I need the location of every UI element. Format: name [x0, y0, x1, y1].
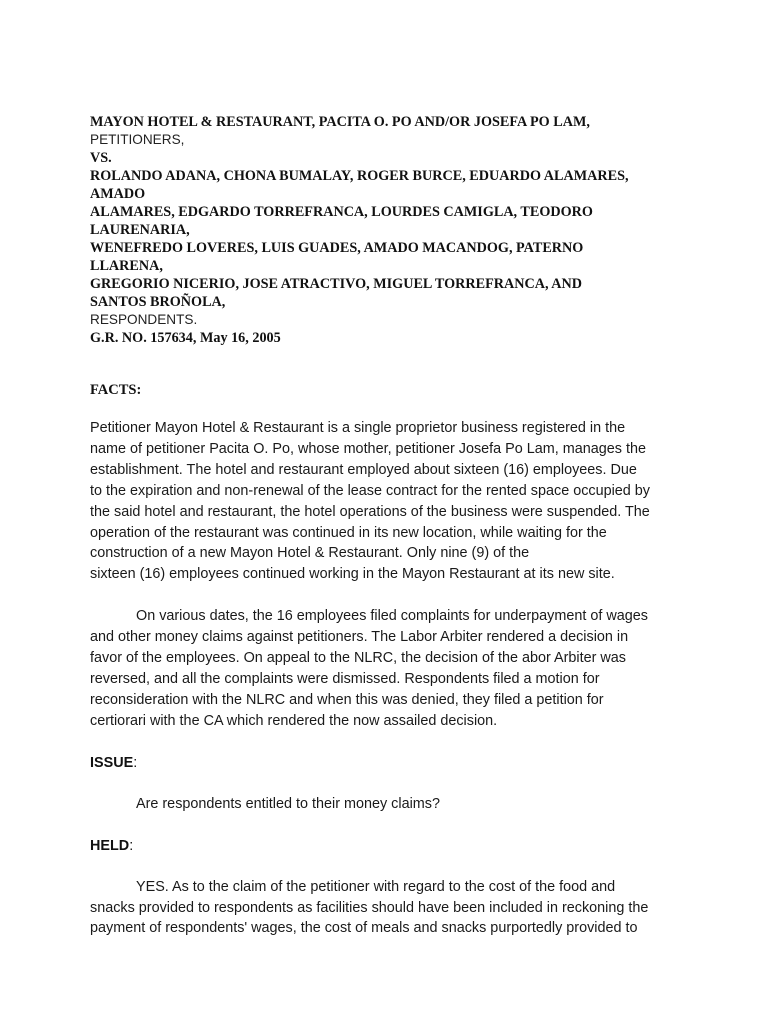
text-line: payment of respondents' wages, the cost of meals and snacks purportedly provided to	[90, 920, 638, 937]
respondent-line: GREGORIO NICERIO, JOSE ATRACTIVO, MIGUEL TORREFRANCA, AND	[90, 276, 583, 292]
text-line: the said hotel and restaurant, the hotel operations of the business were suspended. The	[90, 503, 650, 520]
respondent-line: LLARENA,	[90, 258, 163, 274]
case-caption	[90, 113, 682, 347]
petitioner-names: MAYON HOTEL & RESTAURANT, PACITA O. PO AND/OR JOSEFA PO LAM,	[90, 114, 590, 130]
respondent-line: LAURENARIA,	[90, 222, 190, 238]
text-line: name of petitioner Pacita O. Po, whose mother, petitioner Josefa Po Lam, manages the	[90, 440, 646, 457]
facts-paragraph-2	[90, 606, 682, 731]
respondent-line: WENEFREDO LOVERES, LUIS GUADES, AMADO MACANDOG, PATERNO	[90, 240, 584, 256]
petitioners-label: PETITIONERS,	[90, 132, 185, 147]
text-line: construction of a new Mayon Hotel & Restaurant. Only nine (9) of the	[90, 545, 530, 562]
text-line: favor of the employees. On appeal to the NLRC, the decision of the abor Arbiter was	[90, 650, 626, 667]
text-line: establishment. The hotel and restaurant employed about sixteen (16) employees. Due	[90, 461, 637, 478]
respondent-line: ROLANDO ADANA, CHONA BUMALAY, ROGER BURCE, EDUARDO ALAMARES,	[90, 168, 629, 184]
text-line: snacks provided to respondents as facilities should have been included in reckoning the	[90, 899, 649, 916]
text-line: to the expiration and non-renewal of the lease contract for the rented space occupied by	[90, 482, 650, 499]
respondent-line: AMADO	[90, 186, 146, 202]
text-line: reversed, and all the complaints were dismissed. Respondents filed a motion for	[90, 670, 600, 687]
respondent-line: ALAMARES, EDGARDO TORREFRANCA, LOURDES CAMIGLA, TEODORO	[90, 204, 593, 220]
respondents-label: RESPONDENTS.	[90, 312, 198, 327]
text-line: operation of the restaurant was continued in its new location, while waiting for the	[90, 524, 607, 541]
held-paragraph	[90, 877, 682, 940]
issue-heading: ISSUE:	[90, 754, 138, 771]
held-heading: HELD:	[90, 837, 134, 854]
facts-paragraph-1	[90, 418, 682, 585]
text-line: Petitioner Mayon Hotel & Restaurant is a single proprietor business registered in the	[90, 420, 626, 436]
issue-question: Are respondents entitled to their money claims?	[136, 795, 440, 812]
respondent-line: SANTOS BROÑOLA,	[90, 294, 226, 310]
text-line: On various dates, the 16 employees filed complaints for underpayment of wages	[136, 608, 648, 625]
text-line: reconsideration with the NLRC and when this was denied, they filed a petition for	[90, 691, 604, 708]
versus-label: VS.	[90, 150, 112, 166]
gr-number: G.R. NO. 157634, May 16, 2005	[90, 330, 281, 346]
text-line: sixteen (16) employees continued working in the Mayon Restaurant at its new site.	[90, 566, 615, 583]
facts-heading: FACTS:	[90, 382, 142, 398]
text-line: certiorari with the CA which rendered the now assailed decision.	[90, 712, 498, 729]
document-page	[90, 113, 682, 939]
text-line: YES. As to the claim of the petitioner with regard to the cost of the food and	[136, 878, 616, 895]
text-line: and other money claims against petitioners. The Labor Arbiter rendered a decision in	[90, 629, 629, 646]
